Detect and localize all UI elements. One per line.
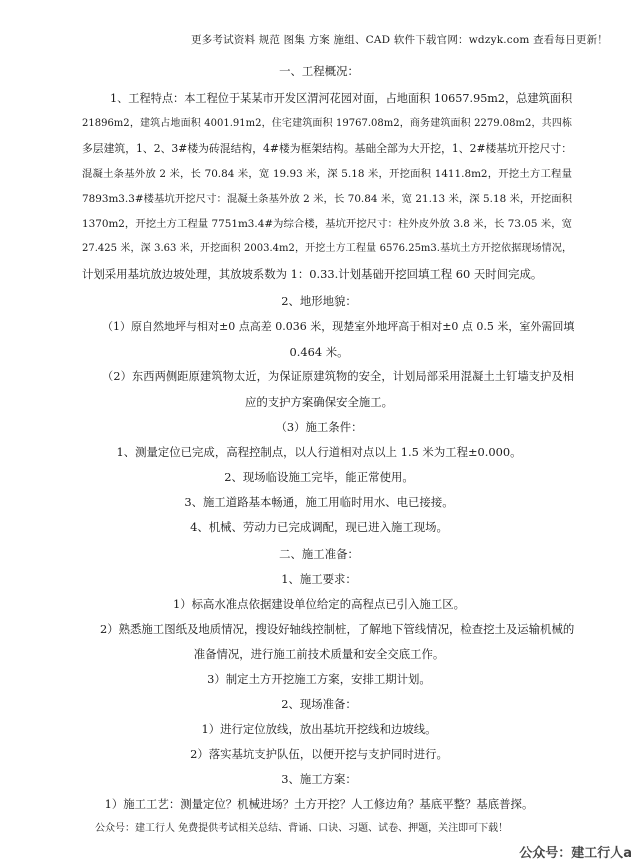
paragraph-line: 7893m3.3#楼基坑开挖尺寸：混凝土条基外放 2 米，长 70.84 米，宽 21.13 米，深 5.18 米，开挖面积 (82, 193, 572, 205)
paragraph-line: 27.425 米，深 3.63 米，开挖面积 2003.4m2，开挖土方工程量 6576.25m3.基坑土方开挖依据现场情况， (82, 243, 572, 254)
footer-note: 公众号：建工行人 免费提供考试相关总结、背诵、口诀、习题、试卷、押题，关注即可下载！ (95, 823, 509, 834)
list-item: 3、施工道路基本畅通，施工用临时用水、电已接接。 (184, 495, 454, 509)
list-item: 1、测量定位已完成，高程控制点，以人行道相对点以上 1.5 米为工程±0.000。 (116, 445, 522, 459)
list-item: 1）施工工艺：测量定位？机械进场？土方开挖？人工修边角？基底平整？基底普探。 (104, 797, 534, 811)
subheading-site-preparation: 2、现场准备： (281, 697, 357, 711)
paragraph-line: 应的支护方案确保安全施工。 (244, 395, 394, 409)
paragraph-line: （2）东西两侧距原建筑物太近，为保证原建筑物的安全，计划局部采用混凝土土钉墙支护及相 (102, 370, 574, 383)
paragraph-line: 2）熟悉施工图纸及地质情况，搜设好轴线控制桩，了解地下管线情况，检查挖土及运输机械的 (100, 622, 575, 636)
paragraph-line: 混凝土条基外放 2 米，长 70.84 米，宽 19.93 米，深 5.18 米，开挖面积 1411.8m2，开挖土方工程量 (82, 168, 572, 180)
paragraph-line: 21896m2，建筑占地面积 4001.91m2，住宅建筑面积 19767.08m2，商务建筑面积 2279.08m2，共四栋 (82, 118, 572, 129)
paragraph-line: 多层建筑，1、2、3#楼为砖混结构，4#楼为框架结构。基础全部为大开挖，1、2#楼基坑开挖尺寸： (82, 142, 572, 155)
paragraph-line: 1370m2，开挖土方工程量 7751m3.4#为综合楼，基坑开挖尺寸：柱外皮外放 3.8 米，长 73.05 米，宽 (82, 218, 572, 230)
paragraph-line: 计划采用基坑放边坡处理，其放坡系数为 1：0.33.计划基础开挖回填工程 60 天时间完成。 (82, 267, 543, 281)
section-heading-overview: 一、工程概况： (279, 64, 359, 78)
list-item: 4、机械、劳动力已完成调配，现已进入施工现场。 (190, 520, 448, 534)
paragraph-line: 1、工程特点：本工程位于某某市开发区渭河花园对面，占地面积 10657.95m2，总建筑面积 (110, 92, 573, 105)
list-item: 1）进行定位放线，放出基坑开挖线和边坡线。 (201, 722, 437, 736)
subheading-terrain: 2、地形地貌： (281, 294, 357, 308)
list-item: 2、现场临设施工完毕，能正常使用。 (224, 470, 414, 484)
list-item: 3）制定土方开挖施工方案，安排工期计划。 (207, 672, 431, 686)
paragraph-line: 准备情况，进行施工前技术质量和安全交底工作。 (193, 647, 445, 661)
list-item: 1）标高水准点依据建设单位给定的高程点已引入施工区。 (172, 597, 465, 611)
watermark: 公众号：建工行人a (519, 846, 632, 861)
header-note: 更多考试资料 规范 图集 方案 施组、CAD 软件下载官网：wdzyk.com 查看每日更新！ (191, 34, 608, 46)
subheading-construction-plan: 3、施工方案： (281, 772, 357, 786)
paragraph-line: 0.464 米。 (289, 345, 349, 359)
list-item: 2）落实基坑支护队伍，以便开挖与支护同时进行。 (190, 747, 448, 761)
section-heading-preparation: 二、施工准备： (279, 547, 359, 561)
paragraph-line: （1）原自然地坪与相对±0 点高差 0.036 米，现楚室外地坪高于相对±0 点 0.5 米，室外需回填 (102, 320, 575, 333)
subheading-requirements: 1、施工要求： (281, 572, 357, 586)
subheading-conditions: （3）施工条件： (275, 420, 363, 434)
